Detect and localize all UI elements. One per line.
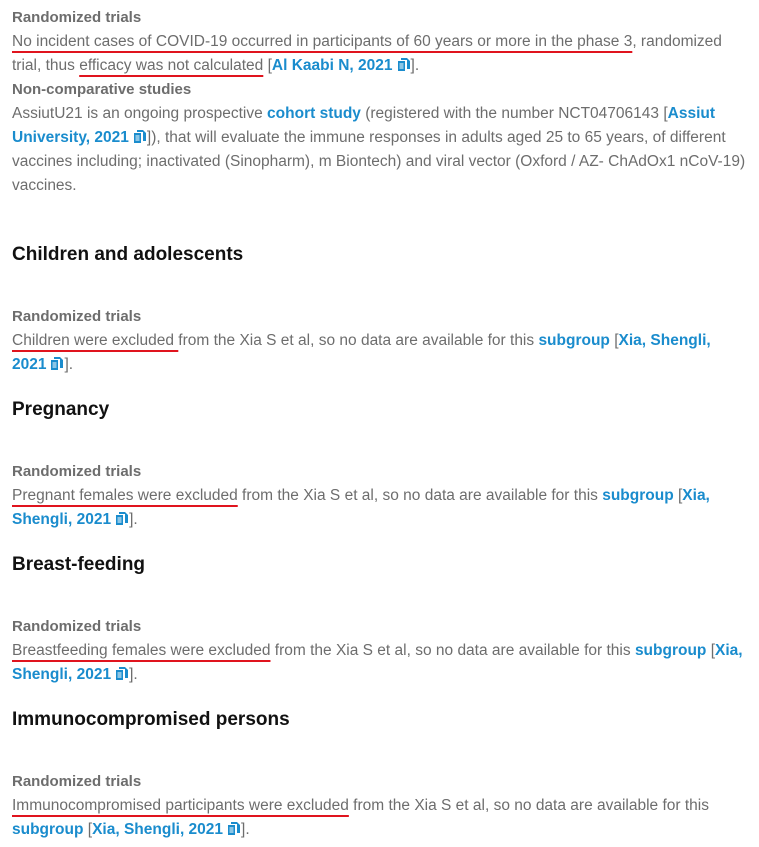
reference-link[interactable]: Al Kaabi N, 2021	[272, 57, 411, 74]
subheading-randomized-trials: Randomized trials	[12, 618, 142, 635]
copy-document-icon[interactable]	[115, 511, 129, 526]
paragraph-children: Children were excluded from the Xia S et al, so no data are available for this subgroup [Xia, Shengli, 2021 ].	[12, 332, 711, 373]
subheading-randomized-trials: Randomized trials	[12, 9, 142, 26]
subheading-randomized-trials: Randomized trials	[12, 773, 142, 790]
paragraph-pregnancy: Pregnant females were excluded from the Xia S et al, so no data are available for this subgroup [Xia, Shengli, 2021 ].	[12, 487, 710, 528]
section-heading-immunocompromised: Immunocompromised persons	[12, 709, 290, 730]
subheading-randomized-trials: Randomized trials	[12, 463, 142, 480]
underlined-text: Breastfeeding females were excluded	[12, 642, 271, 659]
reference-link[interactable]: Assiut University, 2021	[12, 105, 716, 146]
copy-document-icon[interactable]	[50, 356, 64, 371]
section-pregnancy	[12, 460, 747, 532]
reference-link[interactable]: Xia, Shengli, 2021	[12, 487, 710, 528]
paragraph-breastfeeding: Breastfeeding females were excluded from the Xia S et al, so no data are available for this subgroup [Xia, Shengli, 2021 ].	[12, 642, 743, 683]
subgroup-link[interactable]: subgroup	[12, 821, 84, 838]
reference-link[interactable]: Xia, Shengli, 2021	[12, 332, 711, 373]
underlined-text: Children were excluded	[12, 332, 179, 349]
copy-document-icon[interactable]	[133, 129, 147, 144]
section-heading-pregnancy: Pregnancy	[12, 399, 110, 420]
underlined-text: No incident cases of COVID-19 occurred in participants of 60 years or more in the phase 3	[12, 33, 633, 50]
paragraph-assiut: AssiutU21 is an ongoing prospective cohort study (registered with the number NCT04706143 [Assiut University, 2021 ]), that will evaluate the immune responses in adults aged 25 to 65 years, of different vaccines including; inactivated (Sinopharm), m Biontech) and viral vector (Oxford / AZ- ChAdOx1 nCoV-19) vaccines.	[12, 105, 746, 194]
subheading-randomized-trials: Randomized trials	[12, 308, 142, 325]
underlined-text: efficacy was not calculated	[79, 57, 264, 74]
section-heading-breastfeeding: Breast-feeding	[12, 554, 146, 575]
reference-link[interactable]: Xia, Shengli, 2021	[12, 642, 743, 683]
section-children	[12, 305, 747, 377]
copy-document-icon[interactable]	[227, 821, 241, 836]
subgroup-link[interactable]: subgroup	[538, 332, 610, 349]
paragraph-elderly: No incident cases of COVID-19 occurred in participants of 60 years or more in the phase 3, randomized trial, thus efficacy was not calculated [Al Kaabi N, 2021 ].	[12, 33, 722, 74]
subheading-non-comparative: Non-comparative studies	[12, 81, 192, 98]
subgroup-link[interactable]: subgroup	[634, 642, 707, 659]
reference-link[interactable]: Xia, Shengli, 2021	[92, 821, 241, 838]
cohort-study-link[interactable]: cohort study	[267, 105, 361, 122]
top-block	[12, 6, 747, 198]
underlined-text: Immunocompromised participants were excluded	[12, 797, 349, 814]
copy-document-icon[interactable]	[115, 666, 129, 681]
copy-document-icon[interactable]	[397, 57, 411, 72]
section-immunocompromised	[12, 770, 747, 842]
subgroup-link[interactable]: subgroup	[602, 487, 674, 504]
underlined-text: Pregnant females were excluded	[12, 487, 238, 504]
section-heading-children: Children and adolescents	[12, 244, 244, 265]
section-breastfeeding	[12, 615, 747, 687]
paragraph-immunocompromised: Immunocompromised participants were excluded from the Xia S et al, so no data are available for this subgroup [Xia, Shengli, 2021 ].	[12, 797, 709, 838]
